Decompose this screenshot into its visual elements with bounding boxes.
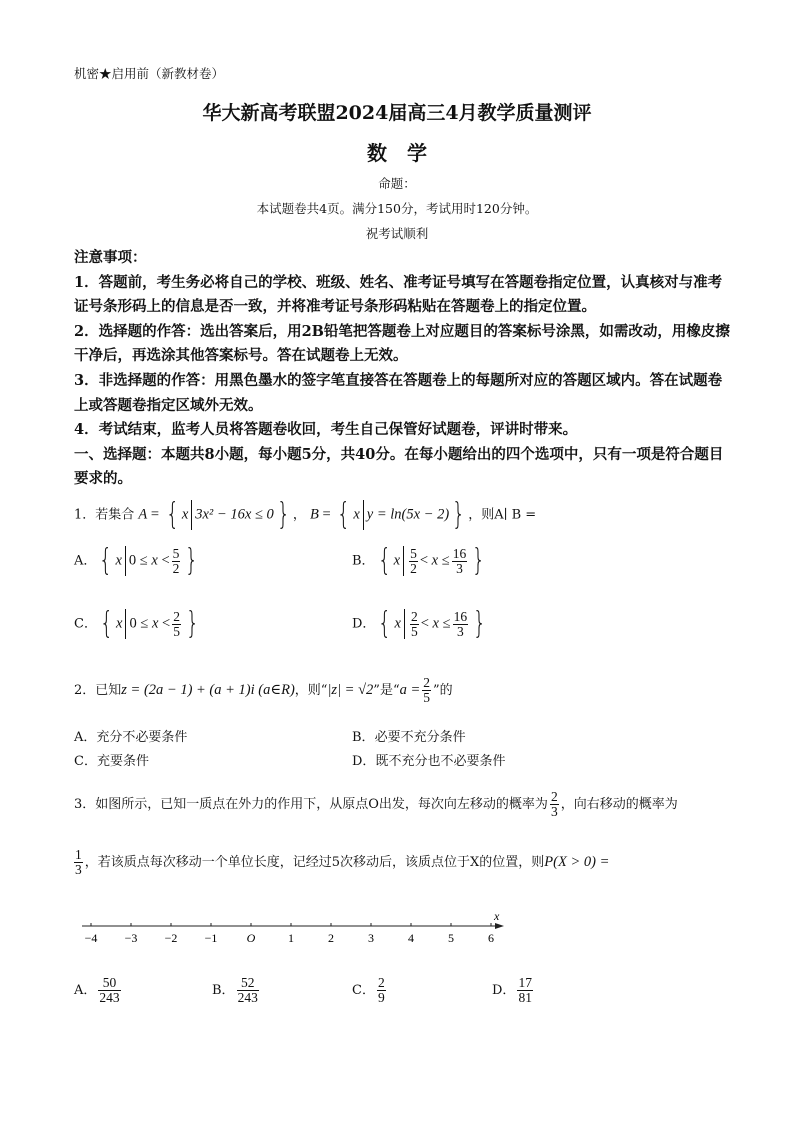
q1-option-d: D．{ x $\frac{2}{5}$ < x ≤ $\frac{16}{3}$ }: [352, 606, 487, 641]
tick-label: −4: [84, 931, 98, 945]
q1-option-b: B．{ x $\frac{5}{2}$ < x ≤ $\frac{16}{3}$ }: [352, 543, 486, 578]
q2-option-a: A．充分不必要条件: [74, 730, 188, 745]
complex-expression: z = (2a − 1) + (a + 1)i (a∈R): [121, 682, 295, 698]
author-line: 命题：: [378, 176, 416, 191]
q3-option-d: D． $\frac{17}{81}$: [492, 975, 532, 1005]
set-a-condition: 3x² − 16x ≤ 0: [195, 506, 274, 523]
tick-label: −1: [204, 931, 218, 945]
question-1-stem: 1．若集合 A = { x 3x² − 16x ≤ 0} ， B = { x y = ln(5x − 2)} ，则A∣ B =: [74, 497, 537, 532]
notice-item-3: 3．非选择题的作答：用黑色墨水的签字笔直接答在答题卷上的每题所对应的答题区域内。答在试题卷上或答题卷指定区域外无效。: [74, 371, 723, 414]
q3-option-c: C． $\frac{2}{9}$: [352, 975, 385, 1005]
exam-title: 华大新高考联盟2024届高三4月教学质量测评: [202, 102, 592, 124]
tick-label: 3: [368, 931, 374, 945]
q2-option-b: B．必要不充分条件: [352, 730, 466, 745]
number-line-figure: [74, 908, 514, 948]
tick-label: −3: [124, 931, 138, 945]
notice-block: [74, 246, 734, 492]
axis-label: x: [494, 909, 500, 923]
probability-expression: P(X > 0) =: [544, 854, 610, 870]
notice-item-2: 2．选择题的作答：选出答案后，用2B铅笔把答题卷上对应题目的答案标号涂黑，如需改动，用橡皮擦干净后，再选涂其他答案标号。答在试题卷上无效。: [74, 322, 730, 365]
question-2-stem: 2．已知z = (2a − 1) + (a + 1)i (a∈R)，则“|z| = √2”是“a = $\frac{2}{5}$ ”的: [74, 675, 453, 705]
wish-line: 祝考试顺利: [365, 226, 429, 241]
axis-arrow-icon: [495, 923, 504, 929]
section-heading: 一、选择题：本题共8小题，每小题5分，共40分。在每小题给出的四个选项中，只有一项是符合题目要求的。: [74, 445, 724, 488]
subject-title: 数 学: [367, 141, 427, 165]
q1-option-c: C．{ x 0 ≤ x < $\frac{2}{5}$ }: [74, 606, 200, 641]
q1-option-a: A．{ x 0 ≤ x < $\frac{5}{2}$ }: [74, 543, 199, 578]
tick-label: 4: [408, 931, 414, 945]
tick-label: 1: [288, 931, 294, 945]
set-b-condition: y = ln(5x − 2): [366, 506, 450, 523]
tick-label: −2: [164, 931, 178, 945]
q2-option-d: D．既不充分也不必要条件: [352, 754, 506, 769]
notice-item-1: 1．答题前，考生务必将自己的学校、班级、姓名、准考证号填写在答题卷指定位置，认真核对与准考证号条形码上的信息是否一致，并将准考证号条形码粘贴在答题卷上的指定位置。: [74, 273, 723, 316]
q3-option-b: B． $\frac{52}{243}$: [212, 975, 258, 1005]
tick-label: 5: [448, 931, 454, 945]
q2-option-c: C．充要条件: [74, 754, 149, 769]
modulus-condition: |z| = √2: [327, 682, 374, 698]
question-3-line-1: 3．如图所示，已知一质点在外力的作用下，从原点O出发，每次向左移动的概率为 $\frac{2}{3}$ ，向右移动的概率为: [74, 789, 678, 819]
notice-heading: 注意事项：: [74, 249, 147, 266]
tick-label: 6: [488, 931, 494, 945]
tick-label: 2: [328, 931, 334, 945]
notice-item-4: 4．考试结束，监考人员将答题卷收回，考生自己保管好试题卷，评讲时带来。: [74, 421, 578, 439]
question-3-line-2: $\frac{1}{3}$ ，若该质点每次移动一个单位长度，记经过5次移动后，该质点位于X的位置，则P(X > 0) =: [75, 847, 610, 877]
confidential-label: 机密★启用前（新教材卷）: [74, 66, 225, 81]
exam-info: 本试题卷共4页。满分150分，考试用时120分钟。: [256, 201, 538, 216]
tick-label: O: [246, 931, 256, 945]
q3-option-a: A． $\frac{50}{243}$: [74, 975, 120, 1005]
